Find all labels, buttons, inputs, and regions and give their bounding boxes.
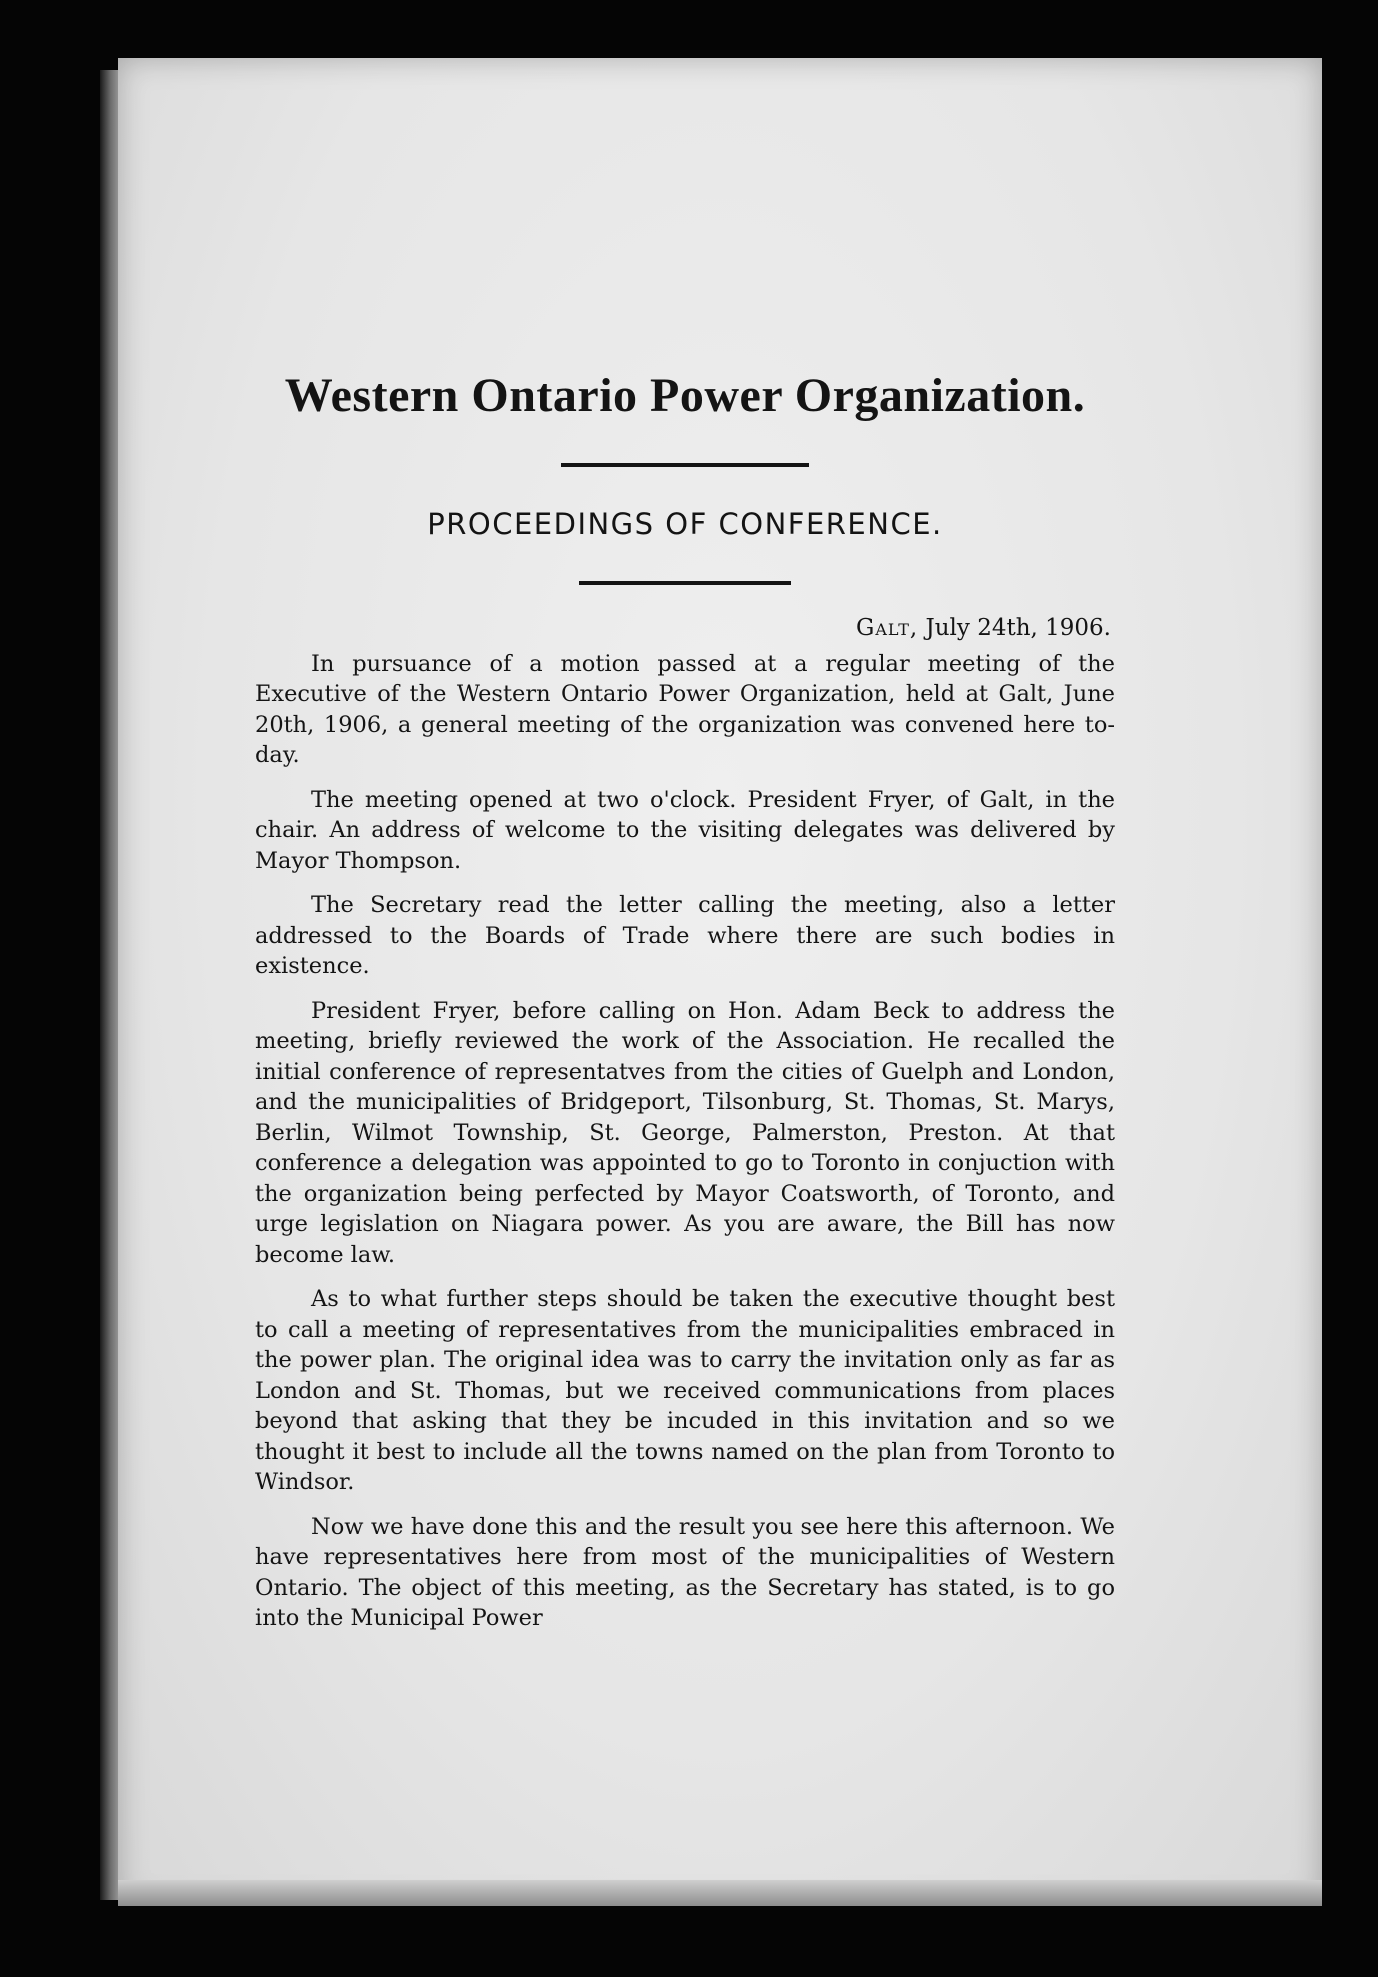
body-text bbox=[255, 649, 1115, 1634]
dateline-date: July 24th, 1906. bbox=[918, 614, 1111, 641]
dateline bbox=[255, 615, 1115, 641]
document-subtitle: PROCEEDINGS OF CONFERENCE. bbox=[427, 506, 943, 541]
paragraph: The meeting opened at two o'clock. President Fryer, of Galt, in the chair. An address of welcome to the visiting delegates was delivered by Mayor Thompson. bbox=[255, 786, 1115, 874]
dateline-place: Galt, bbox=[855, 614, 919, 641]
document-title: Western Ontario Power Organization. bbox=[284, 369, 1086, 422]
paragraph: President Fryer, before calling on Hon. Adam Beck to address the meeting, briefly reviewed the work of the Association. He recalled the initial conference of representatves from the cities of Guelph and London, and the municipalities of Bridgeport, Tilsonburg, St. Thomas, St. Marys, Berlin, Wilmot Township, St. George, Palmerston, Preston. At that conference a delegation was appointed to go to Toronto in conjuction with the organization being perfected by Mayor Coatsworth, of Toronto, and urge legislation on Niagara power. As you are aware, the Bill has now become law. bbox=[255, 997, 1115, 1268]
paragraph: The Secretary read the letter calling the meeting, also a letter addressed to the Boards of Trade where there are such bodies in existence. bbox=[255, 892, 1115, 980]
title-divider bbox=[561, 463, 809, 467]
document-content bbox=[255, 370, 1115, 1648]
paragraph: In pursuance of a motion passed at a regular meeting of the Executive of the Western Ontario Power Organization, held at Galt, June 20th, 1906, a general meeting of the organization was convened here to-day. bbox=[255, 650, 1115, 769]
paragraph: As to what further steps should be taken the executive thought best to call a meeting of representatives from the municipalities embraced in the power plan. The original idea was to carry the invitation only as far as London and St. Thomas, but we received communications from places beyond that asking that they be incuded in this invitation and so we thought it best to include all the towns named on the plan from Toronto to Windsor. bbox=[255, 1286, 1115, 1496]
paragraph: Now we have done this and the result you see here this afternoon. We have representatives here from most of the municipalities of Western Ontario. The object of this meeting, as the Secretary has stated, is to go into the Municipal Power bbox=[255, 1513, 1115, 1632]
page-bottom-edge bbox=[118, 1880, 1322, 1906]
subtitle-divider bbox=[579, 581, 791, 585]
